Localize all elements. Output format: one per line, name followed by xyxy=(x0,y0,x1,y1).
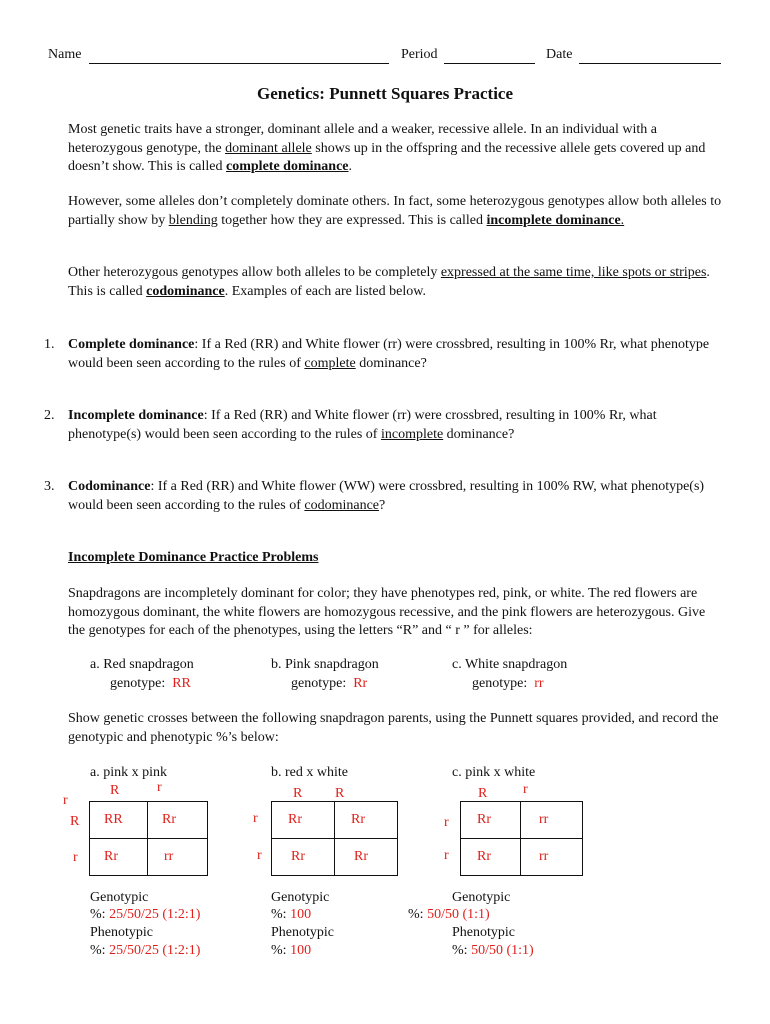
cross-a-label: a. pink x pink xyxy=(90,765,167,780)
cell[interactable]: Rr xyxy=(272,802,335,839)
genotype-a: a. Red snapdragon xyxy=(90,657,194,672)
cross-a-genotypic-value: %: 25/50/25 (1:2:1) xyxy=(90,907,201,922)
date-label: Date xyxy=(546,47,573,62)
cell[interactable]: Rr xyxy=(461,802,521,839)
date-field[interactable] xyxy=(579,63,721,64)
cross-c-side-2: r xyxy=(444,848,449,863)
name-label: Name xyxy=(48,47,82,62)
intro-paragraph-3: Other heterozygous genotypes allow both alleles to be completely expressed at the same time, like spots or stripes. This is called codominance. Examples of each are listed below. xyxy=(68,265,710,299)
cross-c-genotypic-label: Genotypic xyxy=(452,890,511,905)
cross-a-side-2: r xyxy=(73,850,78,865)
cross-c-top-2: r xyxy=(523,782,528,797)
punnett-square-b xyxy=(271,801,398,876)
cross-a-genotypic-label: Genotypic xyxy=(90,890,149,905)
genotype-b: b. Pink snapdragon xyxy=(271,657,379,672)
period-field[interactable] xyxy=(444,63,535,64)
cross-c-top-1: R xyxy=(478,786,488,801)
cell[interactable]: Rr xyxy=(272,839,335,876)
period-label: Period xyxy=(401,47,438,62)
cross-a-top-1: R xyxy=(110,783,120,798)
cell[interactable]: Rr xyxy=(148,802,208,839)
cross-b-side-2: r xyxy=(257,848,262,863)
cross-b-genotypic-label: Genotypic xyxy=(271,890,330,905)
page-title: Genetics: Punnett Squares Practice xyxy=(256,84,514,103)
punnett-square-c xyxy=(460,801,583,876)
cell[interactable]: rr xyxy=(521,802,583,839)
cross-a-side-1: R xyxy=(70,814,80,829)
cross-c-phenotypic-label: Phenotypic xyxy=(452,925,515,940)
genotype-c: c. White snapdragon xyxy=(452,657,568,672)
cross-a-phenotypic-label: Phenotypic xyxy=(90,925,153,940)
cross-b-phenotypic-label: Phenotypic xyxy=(271,925,334,940)
cell[interactable]: Rr xyxy=(335,839,398,876)
cross-c-genotypic-value: %: 50/50 (1:1) xyxy=(408,907,490,922)
genotype-b-answer: genotype: Rr xyxy=(291,676,368,691)
cross-a-phenotypic-value: %: 25/50/25 (1:2:1) xyxy=(90,943,201,958)
name-field[interactable] xyxy=(89,63,389,64)
cell[interactable]: rr xyxy=(148,839,208,876)
cross-c-side-1: r xyxy=(444,815,449,830)
practice-description: Snapdragons are incompletely dominant for color; they have phenotypes red, pink, or white. The red flowers are homozygous dominant, the white flowers are homozygous recessive, and the pink flowers are heterozygous. Give the genotypes for each of the phenotypes, using the letters “R” and “ r ” for alleles: xyxy=(68,586,706,638)
cross-c-phenotypic-value: %: 50/50 (1:1) xyxy=(452,943,534,958)
cross-b-side-1: r xyxy=(253,811,258,826)
cell[interactable]: Rr xyxy=(461,839,521,876)
cell[interactable]: RR xyxy=(90,802,148,839)
cell[interactable]: rr xyxy=(521,839,583,876)
cross-b-genotypic-value: %: 100 xyxy=(271,907,312,922)
genotype-a-answer: genotype: RR xyxy=(110,676,191,691)
genotype-c-answer: genotype: rr xyxy=(472,676,544,691)
intro-paragraph-2: However, some alleles don’t completely dominate others. In fact, some heterozygous genotypes allow both alleles to partially show by blending together how they are expressed. This is called incomplete dominance. xyxy=(68,194,722,228)
cross-b-phenotypic-value: %: 100 xyxy=(271,943,312,958)
cell[interactable]: Rr xyxy=(335,802,398,839)
cross-b-top-1: R xyxy=(293,786,303,801)
cross-b-top-2: R xyxy=(335,786,345,801)
practice-heading: Incomplete Dominance Practice Problems xyxy=(68,550,319,565)
cross-c-label: c. pink x white xyxy=(452,765,536,780)
crosses-description: Show genetic crosses between the following snapdragon parents, using the Punnett squares provided, and record the genotypic and phenotypic %’s below: xyxy=(68,711,719,745)
cross-a-extra-side: r xyxy=(63,793,68,808)
intro-paragraph-1: Most genetic traits have a stronger, dominant allele and a weaker, recessive allele. In an individual with a heterozygous genotype, the dominant allele shows up in the offspring and the recessive allele gets covered up and doesn’t show. This is called complete dominance. xyxy=(68,122,706,174)
punnett-square-a xyxy=(89,801,208,876)
cross-a-top-2: r xyxy=(157,780,162,795)
cell[interactable]: Rr xyxy=(90,839,148,876)
cross-b-label: b. red x white xyxy=(271,765,348,780)
